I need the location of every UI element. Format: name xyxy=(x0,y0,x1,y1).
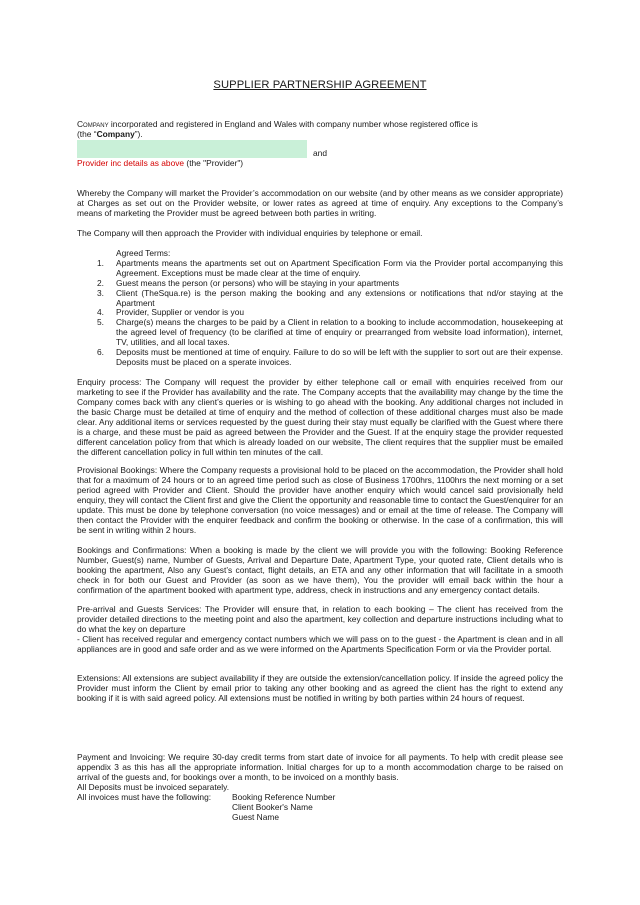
and-text: and xyxy=(313,148,327,158)
paragraph-approach: The Company will then approach the Provider with individual enquiries by telephone or email. xyxy=(77,228,423,238)
term-number: 6. xyxy=(97,347,104,357)
term-number: 1. xyxy=(97,258,104,268)
invoice-item: Client Booker's Name xyxy=(232,802,313,812)
paragraph-enquiry-process: Enquiry process: The Company will request the provider by either telephone call or email with enquiries received from our marketing to see if the Provider has availability and the rate. The Company accepts that the availability may change by the time the Company comes back with any client’s queries or is wishing to go ahead with the booking. Any additional charges not included in the basic Charge must be detailed at time of enquiry and the method of collection of these additional charges must also be made clear. Any additional items or services requested by the guest during their stay must equally be clarified with the Guest where there is a charge, and these must be paid as agreed between the Provider and the Guest. If at the enquiry stage the provider requested different cancelation policy from that which is already loaded on our website, The client requires that the supplier must be emailed the different cancellation policy in full within ten minutes of the call. xyxy=(77,377,563,457)
company-intro-line1: incorporated and registered in England and Wales with company number whose registered office is xyxy=(108,119,478,129)
provider-details-highlight-field[interactable] xyxy=(77,140,307,158)
term-text: Client (TheSqua.re) is the person making the booking and any extensions or notifications that nd/or staying at the Apartment xyxy=(116,288,563,308)
term-text: Charge(s) means the charges to be paid by a Client in relation to a booking to include accommodation, housekeeping at the agreed level of frequency (to be clarified at time of enquiry or prearranged from website load information), internet, TV, utilities, and all local taxes. xyxy=(116,317,563,347)
paragraph-payment-invoicing: Payment and Invoicing: We require 30-day credit terms from start date of invoice for all payments. To help with credit please see appendix 3 as this has all the appropriate information. Initial charges for up to a month accommodation charge to be raised on arrival of the guests and, for bookings over a month, to be invoiced on a monthly basis. xyxy=(77,752,563,782)
paragraph-deposits: All Deposits must be invoiced separately. xyxy=(77,782,230,792)
company-intro-close: ”). xyxy=(134,129,143,139)
term-text: Apartments means the apartments set out on Apartment Specification Form via the Provider portal accompanying this Agreement. Exceptions must be made clear at the time of enquiry. xyxy=(116,258,563,278)
provider-line xyxy=(77,158,563,168)
provider-suffix: (the "Provider") xyxy=(184,158,244,168)
document-title: SUPPLIER PARTNERSHIP AGREEMENT xyxy=(213,79,427,91)
term-number: 4. xyxy=(97,307,104,317)
invoice-item: Booking Reference Number xyxy=(232,792,336,802)
term-number: 3. xyxy=(97,288,104,298)
invoice-item: Guest Name xyxy=(232,812,280,822)
term-number: 2. xyxy=(97,278,104,288)
company-intro xyxy=(77,119,563,139)
term-number: 5. xyxy=(97,317,104,327)
paragraph-prearrival-continued: - Client has received regular and emergency contact numbers which we will pass on to the guest - the Apartment is clean and in all appliances are in good and safe order and as we were informed on the Apartments Specification Form or via the Provider portal. xyxy=(77,634,563,654)
company-prefix: Company xyxy=(77,119,109,129)
invoice-requirements-lead: All invoices must have the following: xyxy=(77,792,212,802)
company-label: Company xyxy=(96,129,135,139)
term-text: Provider, Supplier or vendor is you xyxy=(116,307,245,317)
paragraph-provisional-bookings: Provisional Bookings: Where the Company requests a provisional hold to be placed on the accommodation, the Provider shall hold that for a maximum of 24 hours or to an agreed time period such as close of Business 1700hrs, 1100hrs the next morning or a set period agreed with Provider and Client. Should the provider have another enquiry which would cancel said provisionally held enquiry, they will contact the Client first and give the Client the opportunity and reasonable time to contact the Guest/enquirer for an update. This must be done by telephone conversation (no voice messages) and or email at the time of release. The Company will then contact the Provider with the enquirer feedback and confirm the booking or otherwise. In the case of a confirmation, this will be sent in writing within 2 hours. xyxy=(77,465,563,535)
paragraph-whereby: Whereby the Company will market the Provider’s accommodation on our website (and by other means as we consider appropriate) at Charges as set out on the Provider website, or lower rates as agreed at time of enquiry. Any exceptions to the Company’s means of marketing the Provider must be agreed between both parties in writing. xyxy=(77,188,563,218)
paragraph-bookings-confirmations: Bookings and Confirmations: When a booking is made by the client we will provide you with the following: Booking Reference Number, Guest(s) name, Number of Guests, Arrival and Departure Date, Apartment Type, your quoted rate, Client details who is booking the apartment, Also any Guest’s contact, flight details, an ETA and any other information that will facilitate in a smooth check in for both our Guest and Provider (as soon as we have them), You the provider will email back within the hour a confirmation of the apartment booked with apartment type, address, check in instructions and any emergency contact details. xyxy=(77,545,563,595)
agreed-terms-heading: Agreed Terms: xyxy=(116,248,171,258)
paragraph-prearrival: Pre-arrival and Guests Services: The Provider will ensure that, in relation to each booking – The client has received from the provider detailed directions to the meeting point and also the apartment, key collection and departure instructions including what to do what the key on departure xyxy=(77,604,563,634)
term-text: Guest means the person (or persons) who will be staying in your apartments xyxy=(116,278,400,288)
paragraph-extensions: Extensions: All extensions are subject availability if they are outside the extension/cancellation policy. If inside the agreed policy the Provider must inform the Client by email prior to taking any other booking and as agreed the client has the right to extend any booking if it is with said agreed policy. All extensions must be notified in writing by both parties within 24 hours of request. xyxy=(77,673,563,703)
company-intro-open: (the “ xyxy=(77,129,97,139)
term-text: Deposits must be mentioned at time of enquiry. Failure to do so will be left with the supplier to sort out are their expense. Deposits must be placed on a sperate invoices. xyxy=(116,347,563,367)
provider-details-placeholder: Provider inc details as above xyxy=(77,158,185,168)
